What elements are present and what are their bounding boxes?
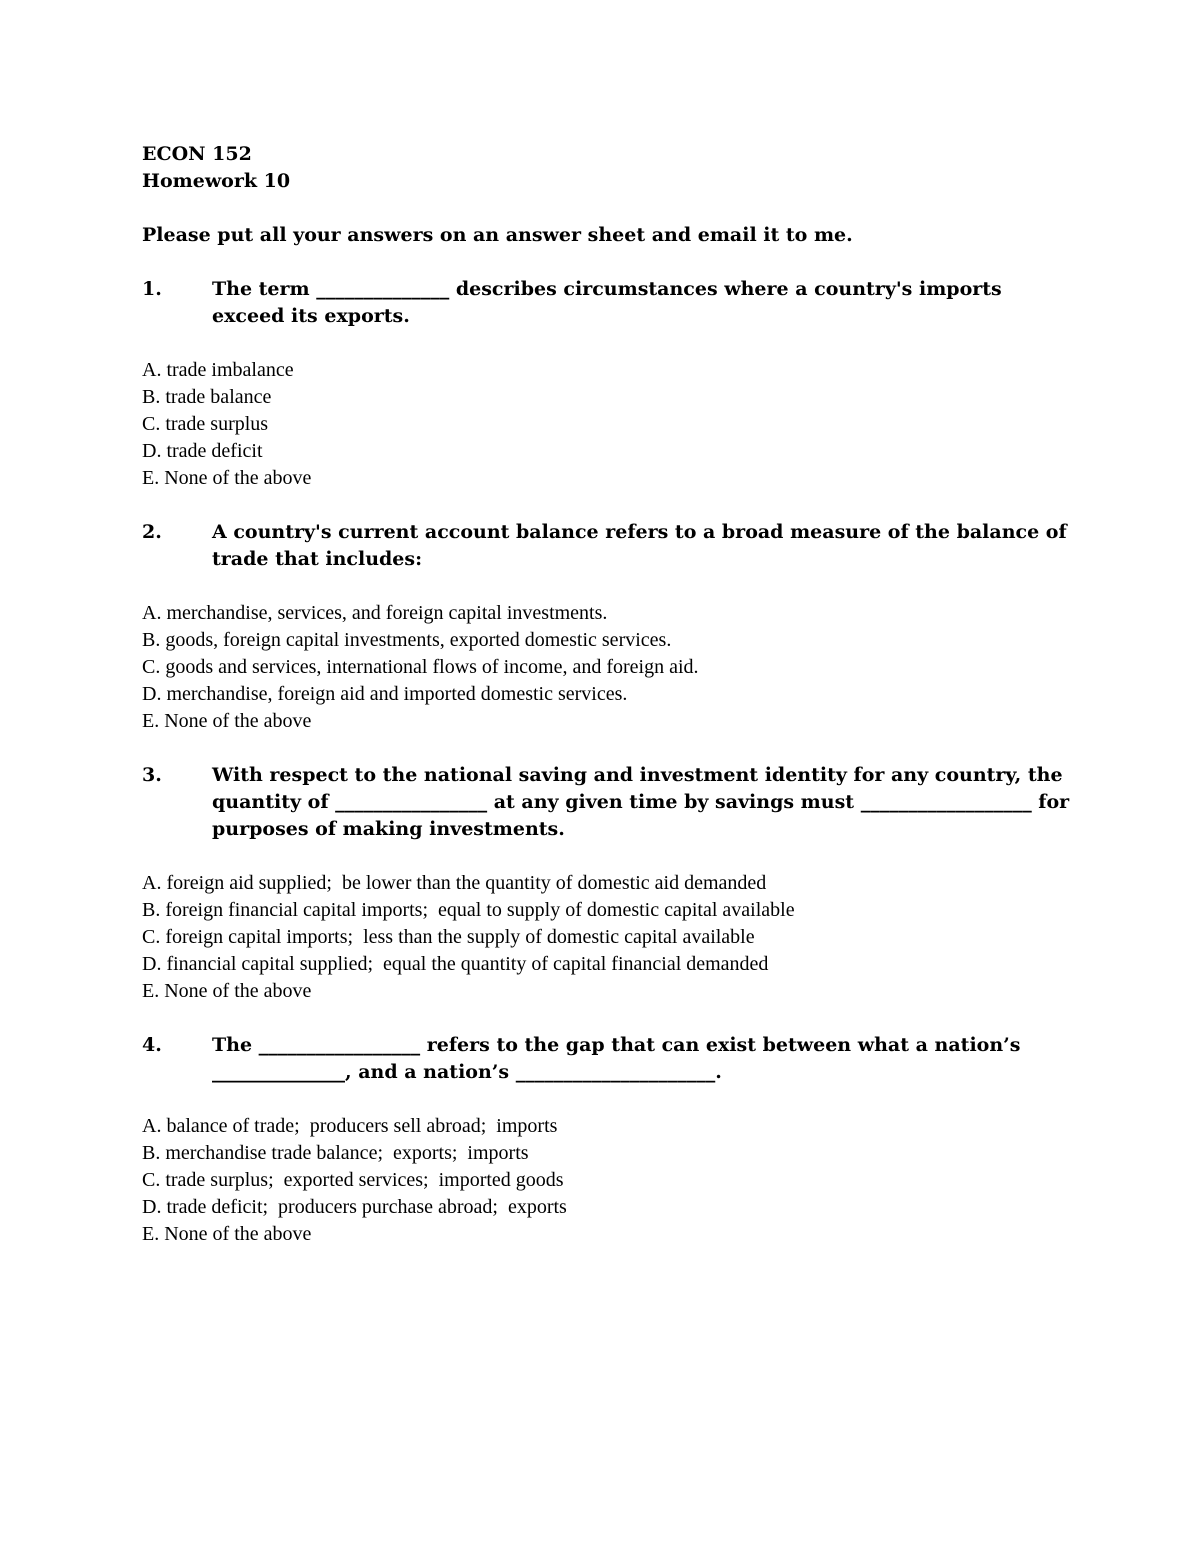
option-e: E. None of the above	[142, 980, 312, 1002]
question-number: 2.	[142, 521, 162, 543]
option-e: E. None of the above	[142, 467, 312, 489]
question-1	[142, 276, 1072, 330]
option-c: C. trade surplus; exported services; imported goods	[142, 1169, 564, 1191]
option-a: A. foreign aid supplied; be lower than the quantity of domestic aid demanded	[142, 872, 767, 894]
option-b: B. merchandise trade balance; exports; imports	[142, 1142, 529, 1164]
option-a: A. trade imbalance	[142, 359, 294, 381]
question-number: 4.	[142, 1034, 162, 1056]
option-d: D. merchandise, foreign aid and imported domestic services.	[142, 683, 628, 705]
assignment-title: Homework 10	[142, 170, 291, 192]
option-c: C. trade surplus	[142, 413, 269, 435]
instructions: Please put all your answers on an answer sheet and email it to me.	[142, 224, 853, 246]
question-4	[142, 1032, 1072, 1086]
question-3	[142, 762, 1076, 843]
option-d: D. financial capital supplied; equal the quantity of capital financial demanded	[142, 953, 769, 975]
course-title: ECON 152	[142, 143, 252, 165]
option-e: E. None of the above	[142, 1223, 312, 1245]
option-d: D. trade deficit; producers purchase abroad; exports	[142, 1196, 567, 1218]
question-text: The term ______________ describes circumstances where a country's imports exceed its exports.	[212, 278, 1009, 327]
option-a: A. merchandise, services, and foreign capital investments.	[142, 602, 608, 624]
option-b: B. foreign financial capital imports; equal to supply of domestic capital available	[142, 899, 795, 921]
question-text: With respect to the national saving and investment identity for any country, the quantity of ________________ at any given time by savings must __________________ for purposes of making investments.	[212, 764, 1076, 840]
question-number: 1.	[142, 278, 162, 300]
option-e: E. None of the above	[142, 710, 312, 732]
option-a: A. balance of trade; producers sell abroad; imports	[142, 1115, 558, 1137]
question-text: A country's current account balance refers to a broad measure of the balance of trade that includes:	[212, 521, 1074, 570]
question-text: The _________________ refers to the gap that can exist between what a nation’s ______________, and a nation’s _____________________.	[212, 1034, 1028, 1083]
document-page	[142, 141, 1076, 1248]
question-number: 3.	[142, 764, 162, 786]
option-b: B. trade balance	[142, 386, 272, 408]
option-c: C. foreign capital imports; less than the supply of domestic capital available	[142, 926, 755, 948]
option-b: B. goods, foreign capital investments, exported domestic services.	[142, 629, 672, 651]
option-c: C. goods and services, international flows of income, and foreign aid.	[142, 656, 699, 678]
question-2	[142, 519, 1072, 573]
option-d: D. trade deficit	[142, 440, 263, 462]
